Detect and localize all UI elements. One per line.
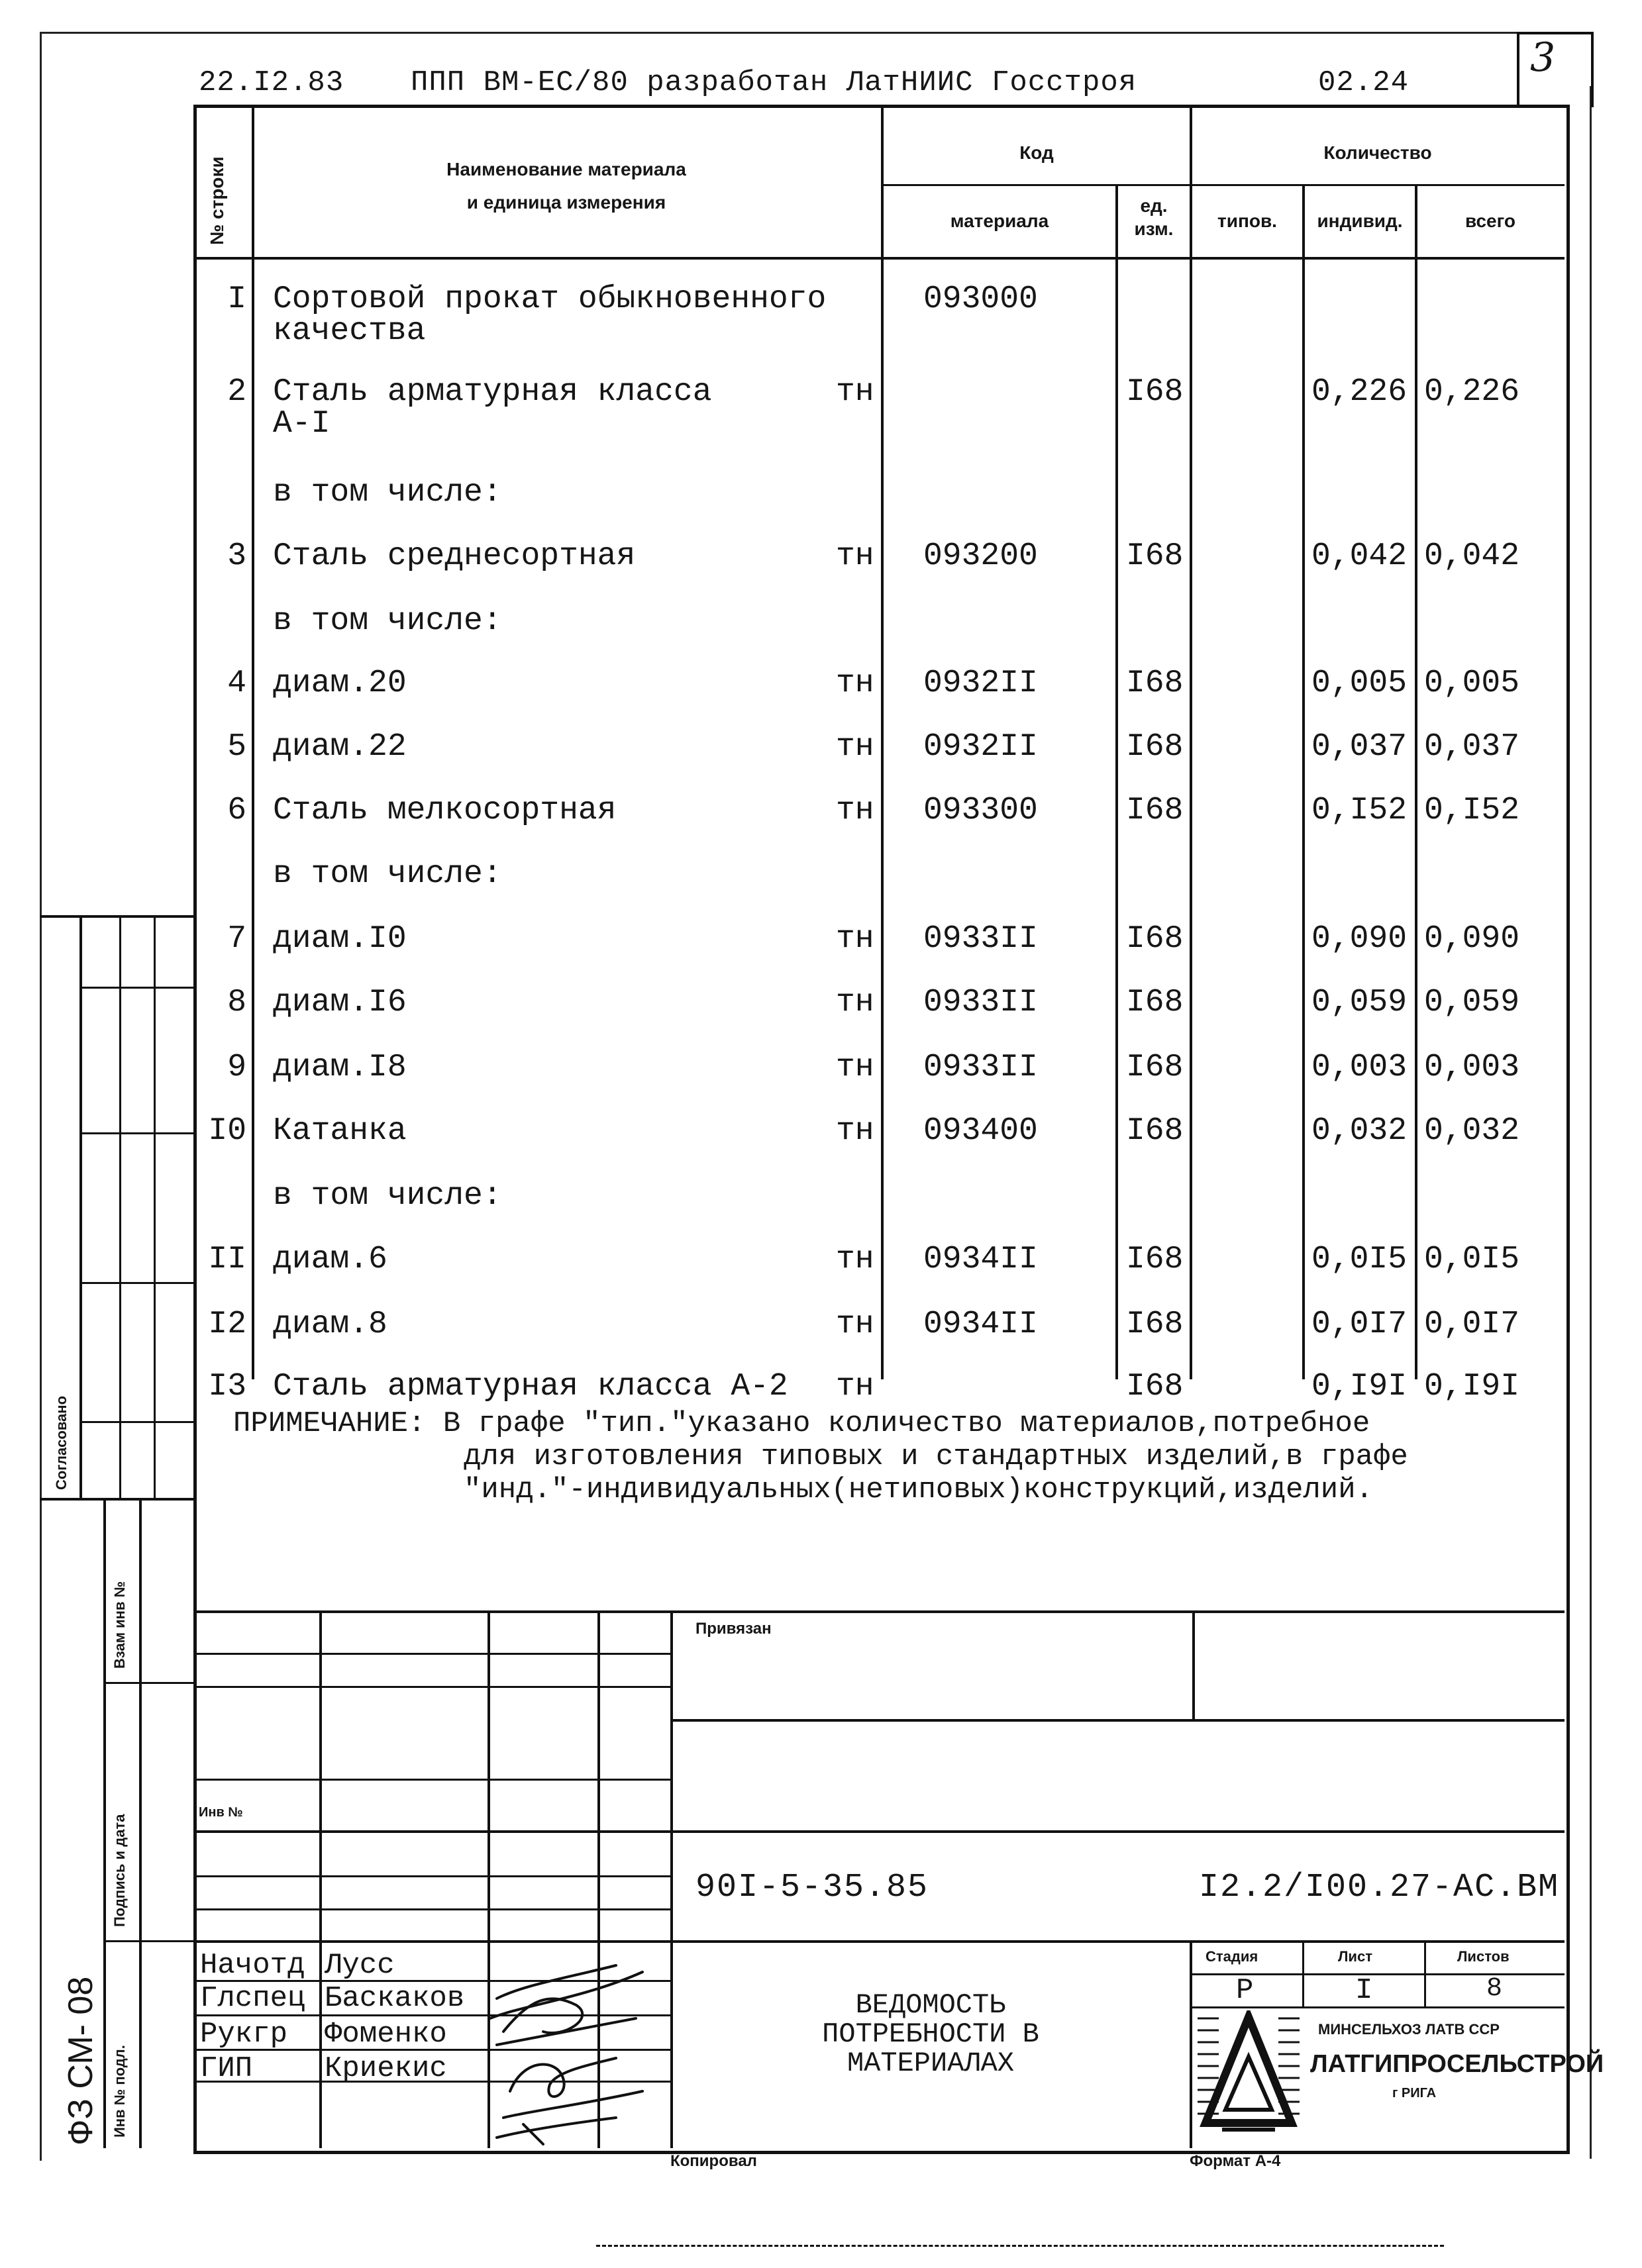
side-vline <box>79 915 82 1498</box>
unit: тн <box>836 666 874 701</box>
material-name: Сталь арматурная класса <box>273 374 712 410</box>
row-number: I0 <box>208 1113 246 1149</box>
material-code: 0933II <box>923 1050 1038 1085</box>
qty-total: 0,226 <box>1424 374 1520 410</box>
qty-individual: 0,042 <box>1311 538 1408 574</box>
unit: тн <box>836 374 874 410</box>
side-line <box>79 1282 193 1284</box>
footer-copied: Копировал <box>670 2152 757 2170</box>
material-name: в том числе: <box>273 475 502 511</box>
material-code: 0934II <box>923 1307 1038 1342</box>
material-code: 093000 <box>923 281 1038 317</box>
side-vline <box>103 1498 106 2148</box>
signature-name: Лусс <box>325 1949 395 1982</box>
row-number: I <box>227 281 246 317</box>
row-number: 4 <box>227 666 246 701</box>
header-bottom-line <box>193 257 1565 260</box>
material-name: Сортовой прокат обыкновенного <box>273 281 827 317</box>
tb-vline <box>1424 1940 1426 2006</box>
side-vline <box>154 915 156 1498</box>
material-code: 0932II <box>923 666 1038 701</box>
material-name: в том числе: <box>273 856 502 892</box>
doc-number: I2.2/I00.27-АС.ВМ <box>1199 1869 1560 1906</box>
row-number: 5 <box>227 729 246 765</box>
row-number: I2 <box>208 1307 246 1342</box>
row-number: 6 <box>227 793 246 828</box>
signature-name: Баскаков <box>325 1982 465 2015</box>
unit-code: I68 <box>1126 1113 1184 1149</box>
material-code: 0934II <box>923 1242 1038 1277</box>
header-qty-group: Количество <box>1323 142 1432 163</box>
sheet-value: I <box>1355 1974 1373 2007</box>
side-agreed-label: Согласовано <box>53 1395 70 1490</box>
material-name: диам.I6 <box>273 985 407 1020</box>
unit-code: I68 <box>1126 1369 1184 1405</box>
bound-label: Привязан <box>695 1620 772 1638</box>
tb-top-line <box>193 1610 1565 1613</box>
qty-individual: 0,0I7 <box>1311 1307 1408 1342</box>
row-number: II <box>208 1242 246 1277</box>
signature-role: Глспец <box>200 1982 305 2015</box>
unit-code: I68 <box>1126 985 1184 1020</box>
unit-code: I68 <box>1126 1307 1184 1342</box>
city-label: г РИГА <box>1392 2086 1437 2100</box>
material-name: в том числе: <box>273 1178 502 1214</box>
unit-code: I68 <box>1126 1242 1184 1277</box>
unit-code: I68 <box>1126 666 1184 701</box>
qty-individual: 0,059 <box>1311 985 1408 1020</box>
unit: тн <box>836 1242 874 1277</box>
signature-name: Криекис <box>325 2052 447 2085</box>
row-number: 9 <box>227 1050 246 1085</box>
material-name: в том числе: <box>273 603 502 639</box>
unit: тн <box>836 1113 874 1149</box>
sheet-label: Лист <box>1338 1948 1372 1965</box>
side-vline <box>119 915 121 1498</box>
unit: тн <box>836 793 874 828</box>
sheet-number: 3 <box>1530 34 1556 81</box>
material-name: диам.20 <box>273 666 407 701</box>
header-code-unit-line1: ед. <box>1140 195 1168 216</box>
material-name-cont: качества <box>273 313 426 349</box>
qty-total: 0,059 <box>1424 985 1520 1020</box>
header-qty-typical: типов. <box>1217 211 1277 231</box>
col-line-name <box>881 105 884 1379</box>
unit: тн <box>836 985 874 1020</box>
signature-role: ГИП <box>200 2052 253 2085</box>
material-code: 0933II <box>923 921 1038 957</box>
doc-code: 90I-5-35.85 <box>695 1869 929 1906</box>
qty-total: 0,003 <box>1424 1050 1520 1085</box>
header-code-group: Код <box>1019 142 1054 163</box>
col-line-unit <box>1190 105 1192 1379</box>
tb-vline <box>1302 1940 1304 2006</box>
material-name: Сталь среднесортная <box>273 538 636 574</box>
unit-code: I68 <box>1126 1050 1184 1085</box>
qty-total: 0,0I7 <box>1424 1307 1520 1342</box>
tb-line <box>193 1940 1565 1943</box>
row-number: I3 <box>208 1369 246 1405</box>
qty-individual: 0,0I5 <box>1311 1242 1408 1277</box>
title-line2: ПОТРЕБНОСТИ В <box>822 2018 1039 2050</box>
qty-total: 0,037 <box>1424 729 1520 765</box>
side-line <box>79 1421 193 1423</box>
material-name: диам.8 <box>273 1307 387 1342</box>
unit: тн <box>836 1369 874 1405</box>
sheets-value: 8 <box>1486 1974 1503 2004</box>
qty-individual: 0,090 <box>1311 921 1408 957</box>
qty-total: 0,I9I <box>1424 1369 1520 1405</box>
side-vline <box>139 1498 142 2148</box>
material-code: 093200 <box>923 538 1038 574</box>
unit: тн <box>836 921 874 957</box>
qty-individual: 0,226 <box>1311 374 1408 410</box>
note-line2: для изготовления типовых и стандартных изделий,в графе <box>464 1440 1408 1473</box>
footer-format: Формат А-4 <box>1190 2152 1281 2170</box>
material-code: 0932II <box>923 729 1038 765</box>
row-number: 7 <box>227 921 246 957</box>
qty-total: 0,005 <box>1424 666 1520 701</box>
header-name-line1: Наименование материала <box>446 159 686 179</box>
bottom-dashed-line <box>596 2245 1444 2247</box>
header-date: 22.I2.83 <box>199 66 344 99</box>
signature-name: Фоменко <box>325 2018 447 2051</box>
tb-vline <box>670 1610 673 2148</box>
tb-vline <box>319 1610 322 2148</box>
qty-individual: 0,037 <box>1311 729 1408 765</box>
org-logo-icon <box>1192 2010 1305 2143</box>
material-code: 093400 <box>923 1113 1038 1149</box>
ministry-label: МИНСЕЛЬХОЗ ЛАТВ ССР <box>1318 2021 1500 2038</box>
side-stamp: ФЗ СМ- 08 <box>62 1976 100 2145</box>
tb-line <box>670 1719 1565 1722</box>
row-number: 8 <box>227 985 246 1020</box>
unit: тн <box>836 1050 874 1085</box>
qty-individual: 0,I9I <box>1311 1369 1408 1405</box>
qty-individual: 0,032 <box>1311 1113 1408 1149</box>
col-line-individual <box>1415 184 1417 1379</box>
inv-label: Инв № <box>199 1805 243 1820</box>
note-line1: ПРИМЕЧАНИЕ: В графе "тип."указано количество материалов,потребное <box>233 1407 1370 1440</box>
stage-value: Р <box>1236 1974 1254 2007</box>
side-inv-orig-label: Инв № подл. <box>111 2045 128 2138</box>
col-line-typical <box>1302 184 1305 1379</box>
material-code: 0933II <box>923 985 1038 1020</box>
qty-individual: 0,003 <box>1311 1050 1408 1085</box>
header-name-line2: и единица измерения <box>466 192 666 213</box>
qty-individual: 0,I52 <box>1311 793 1408 828</box>
header-qty-total: всего <box>1464 211 1516 231</box>
unit: тн <box>836 1307 874 1342</box>
qty-total: 0,032 <box>1424 1113 1520 1149</box>
material-name: Катанка <box>273 1113 407 1149</box>
unit-code: I68 <box>1126 374 1184 410</box>
header-version: 02.24 <box>1318 66 1410 99</box>
side-line <box>40 1498 193 1501</box>
unit-code: I68 <box>1126 921 1184 957</box>
unit-code: I68 <box>1126 729 1184 765</box>
qty-total: 0,0I5 <box>1424 1242 1520 1277</box>
tb-line <box>193 1830 1565 1833</box>
unit-code: I68 <box>1126 793 1184 828</box>
material-name-cont: A-I <box>273 406 331 442</box>
row-number: 3 <box>227 538 246 574</box>
org-label: ЛАТГИПРОСЕЛЬСТРОЙ <box>1310 2050 1604 2078</box>
material-code: 093300 <box>923 793 1038 828</box>
col-line-no <box>252 105 254 1379</box>
header-code-material: материала <box>950 211 1049 231</box>
header-qty-individual: индивид. <box>1317 211 1403 231</box>
material-name: Сталь мелкосортная <box>273 793 617 828</box>
sheets-label: Листов <box>1457 1948 1510 1965</box>
material-name: Сталь арматурная класса А-2 <box>273 1369 788 1405</box>
qty-total: 0,090 <box>1424 921 1520 957</box>
qty-individual: 0,005 <box>1311 666 1408 701</box>
title-line3: МАТЕРИАЛАХ <box>847 2047 1015 2079</box>
outer-frame-right <box>1590 86 1592 2159</box>
signature-role: Рукгр <box>200 2018 288 2051</box>
signature-scribbles-icon <box>484 1959 656 2151</box>
material-name: диам.22 <box>273 729 407 765</box>
title-line1: ВЕДОМОСТЬ <box>855 1989 1006 2021</box>
row-number: 2 <box>227 374 246 410</box>
tb-vline <box>1192 1610 1195 1719</box>
side-line <box>103 1940 193 1942</box>
side-swap-inv-label: Взам инв № <box>111 1581 128 1669</box>
side-sign-date-label: Подпись и дата <box>111 1814 128 1927</box>
material-name: диам.6 <box>273 1242 387 1277</box>
header-project-text: ППП ВМ-ЕС/80 разработан ЛатНИИС Госстроя <box>411 66 1137 99</box>
header-code-unit-line2: изм. <box>1134 219 1174 239</box>
side-line <box>79 1132 193 1134</box>
col-line-material <box>1115 184 1118 1379</box>
stage-label: Стадия <box>1206 1948 1258 1965</box>
signature-role: Начотд <box>200 1949 305 1982</box>
side-line <box>79 987 193 989</box>
material-name: диам.I0 <box>273 921 407 957</box>
side-line <box>103 1682 193 1684</box>
header-mid-line <box>884 184 1565 186</box>
header-row-no: № строки <box>207 156 227 245</box>
unit-code: I68 <box>1126 538 1184 574</box>
note-line3: "инд."-индивидуальных(нетиповых)конструкций,изделий. <box>464 1473 1374 1506</box>
unit: тн <box>836 538 874 574</box>
qty-total: 0,I52 <box>1424 793 1520 828</box>
material-name: диам.I8 <box>273 1050 407 1085</box>
side-line <box>40 915 193 918</box>
qty-total: 0,042 <box>1424 538 1520 574</box>
unit: тн <box>836 729 874 765</box>
